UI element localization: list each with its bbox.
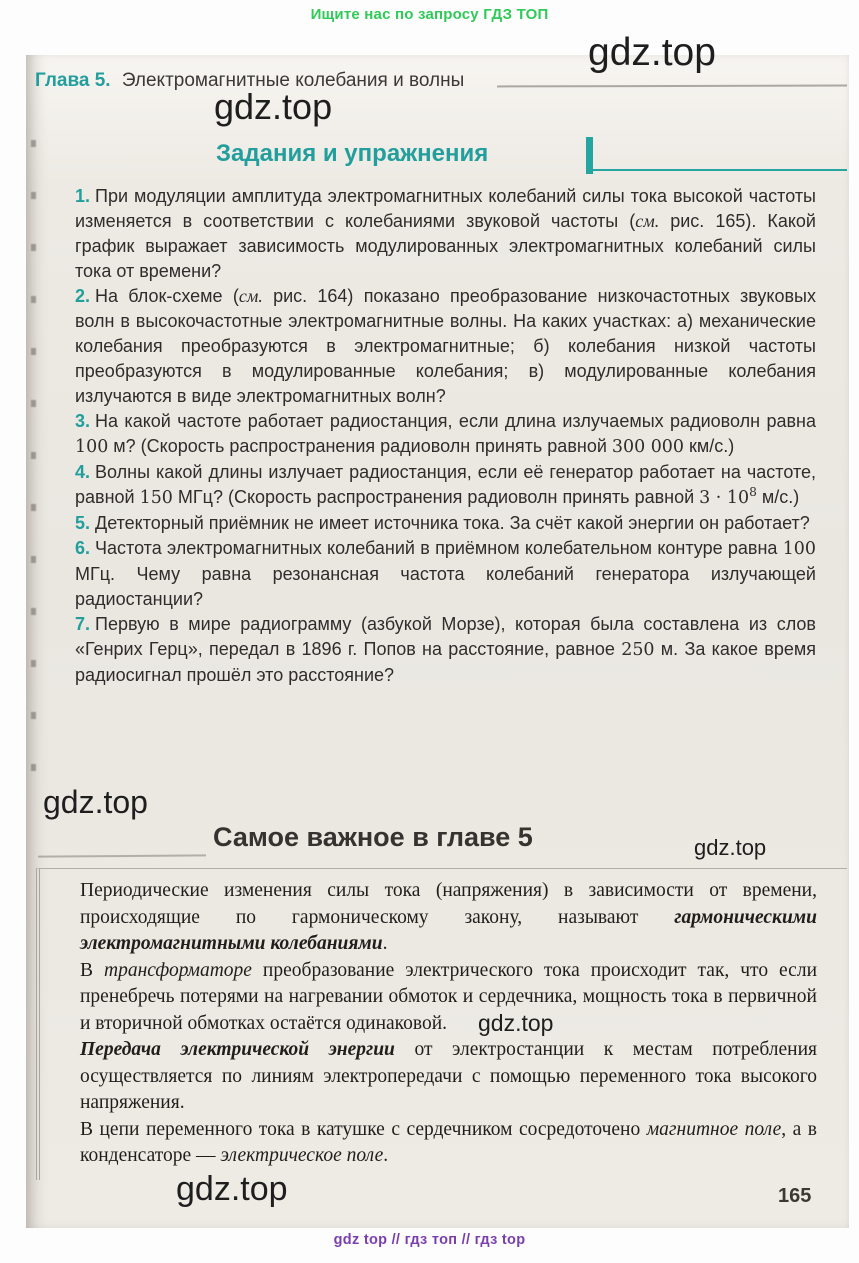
section-title-rule [593,169,847,171]
exercise-number: 5. [75,513,91,533]
footer-links: gdz top // гдз топ // гдз top [333,1232,526,1248]
exercise-item [75,612,816,688]
watermark-upper-left: gdz.top [214,86,333,127]
chapter-rule [497,85,847,88]
exercise-item [75,184,816,284]
book-page [26,31,849,1228]
section-title-bar [586,137,593,174]
exercise-text: Волны какой длины излучает радиостанция, если её генератор работает на частоте, равной 150 МГц? (Скорость распространения радиоволн принять равной $3 \cdot 10^8$ м/с.) [75,462,816,508]
exercise-number: 7. [75,614,91,634]
watermark-mid-left: gdz.top [43,784,148,820]
summary-box [36,868,847,1180]
chapter-header [35,70,464,92]
summary-paragraph: В трансформаторе преобразование электрического тока происходит так, что если пренебречь потерями на нагревании обмоток и сердечника, мощность тока в первичной и вторичной обмотках остаётся одинаковой. [80,959,817,1034]
exercise-number: 1. [75,186,91,206]
promo-banner: Ищите нас по запросу ГДЗ ТОП [310,6,549,23]
exercise-number: 6. [75,538,91,558]
exercise-number: 4. [75,462,91,482]
chapter-label: Глава 5. [35,70,111,91]
watermark-top-right: gdz.top [588,31,716,74]
page-number: 165 [778,1185,812,1207]
exercise-text: Частота электромагнитных колебаний в приёмном колебательном контуре равна 100 МГц. Чему равна резонансная частота колебаний генератора излучающей радиостанции? [75,538,816,609]
exercise-text: На какой частоте работает радиостанция, если длина излучаемых радиоволн равна 100 м? (Скорость распространения радиоволн принять равной 300 000 км/с.) [75,411,816,457]
summary-heading-rule [38,854,206,857]
watermark-bottom-left: gdz.top [176,1170,288,1208]
exercise-item [75,511,816,536]
exercises-list [75,184,816,688]
watermark-in-summary: gdz.top [478,1010,554,1036]
watermark-mid-right: gdz.top [694,835,767,860]
exercise-number: 3. [75,411,91,431]
exercise-item [75,284,816,409]
exercise-text: Первую в мире радиограмму (азбукой Морзе), которая была составлена из слов «Генрих Герц», передал в 1896 г. Попов на расстояние, равное 250 м. За какое время радиосигнал прошёл это расстояние? [75,614,816,685]
section-title: Задания и упражнения [216,140,489,167]
exercise-text: При модуляции амплитуда электромагнитных колебаний силы тока высокой частоты изменяется в соответствии с колебаниями звуковой частоты (см. рис. 165). Какой график выражает зависимость модулированных электромагнитных колебаний силы тока от времени? [75,186,816,281]
summary-heading: Самое важное в главе 5 [213,822,533,852]
exercise-text: На блок-схеме (см. рис. 164) показано преобразование низкочастотных звуковых волн в высокочастотные электромагнитные волны. На каких участках: а) механические колебания преобразуются в электромагнитные; б) колебания низкой частоты преобразуются в модулированные колебания; в) модулированные колебания излучаются в виде электромагнитных волн? [75,286,816,406]
summary-paragraph: Передача электрической энергии от электростанции к местам потребления осуществляется по линиям электропередачи с помощью переменного тока высокого напряжения. [80,1039,817,1113]
summary-paragraph: В цепи переменного тока в катушке с сердечником сосредоточено магнитное поле, а в конденсаторе — электрическое поле. [80,1118,817,1166]
exercise-number: 2. [75,286,91,306]
exercise-text: Детекторный приёмник не имеет источника тока. За счёт какой энергии он работает? [95,513,810,533]
exercise-item [75,409,816,460]
summary-paragraph: Периодические изменения силы тока (напряжения) в зависимости от времени, происходящие по гармоническому закону, называют гармоническими электромагнитными колебаниями. [80,880,817,954]
chapter-title: Электромагнитные колебания и волны [121,70,465,91]
exercise-item [75,536,816,612]
exercise-item [75,460,816,511]
